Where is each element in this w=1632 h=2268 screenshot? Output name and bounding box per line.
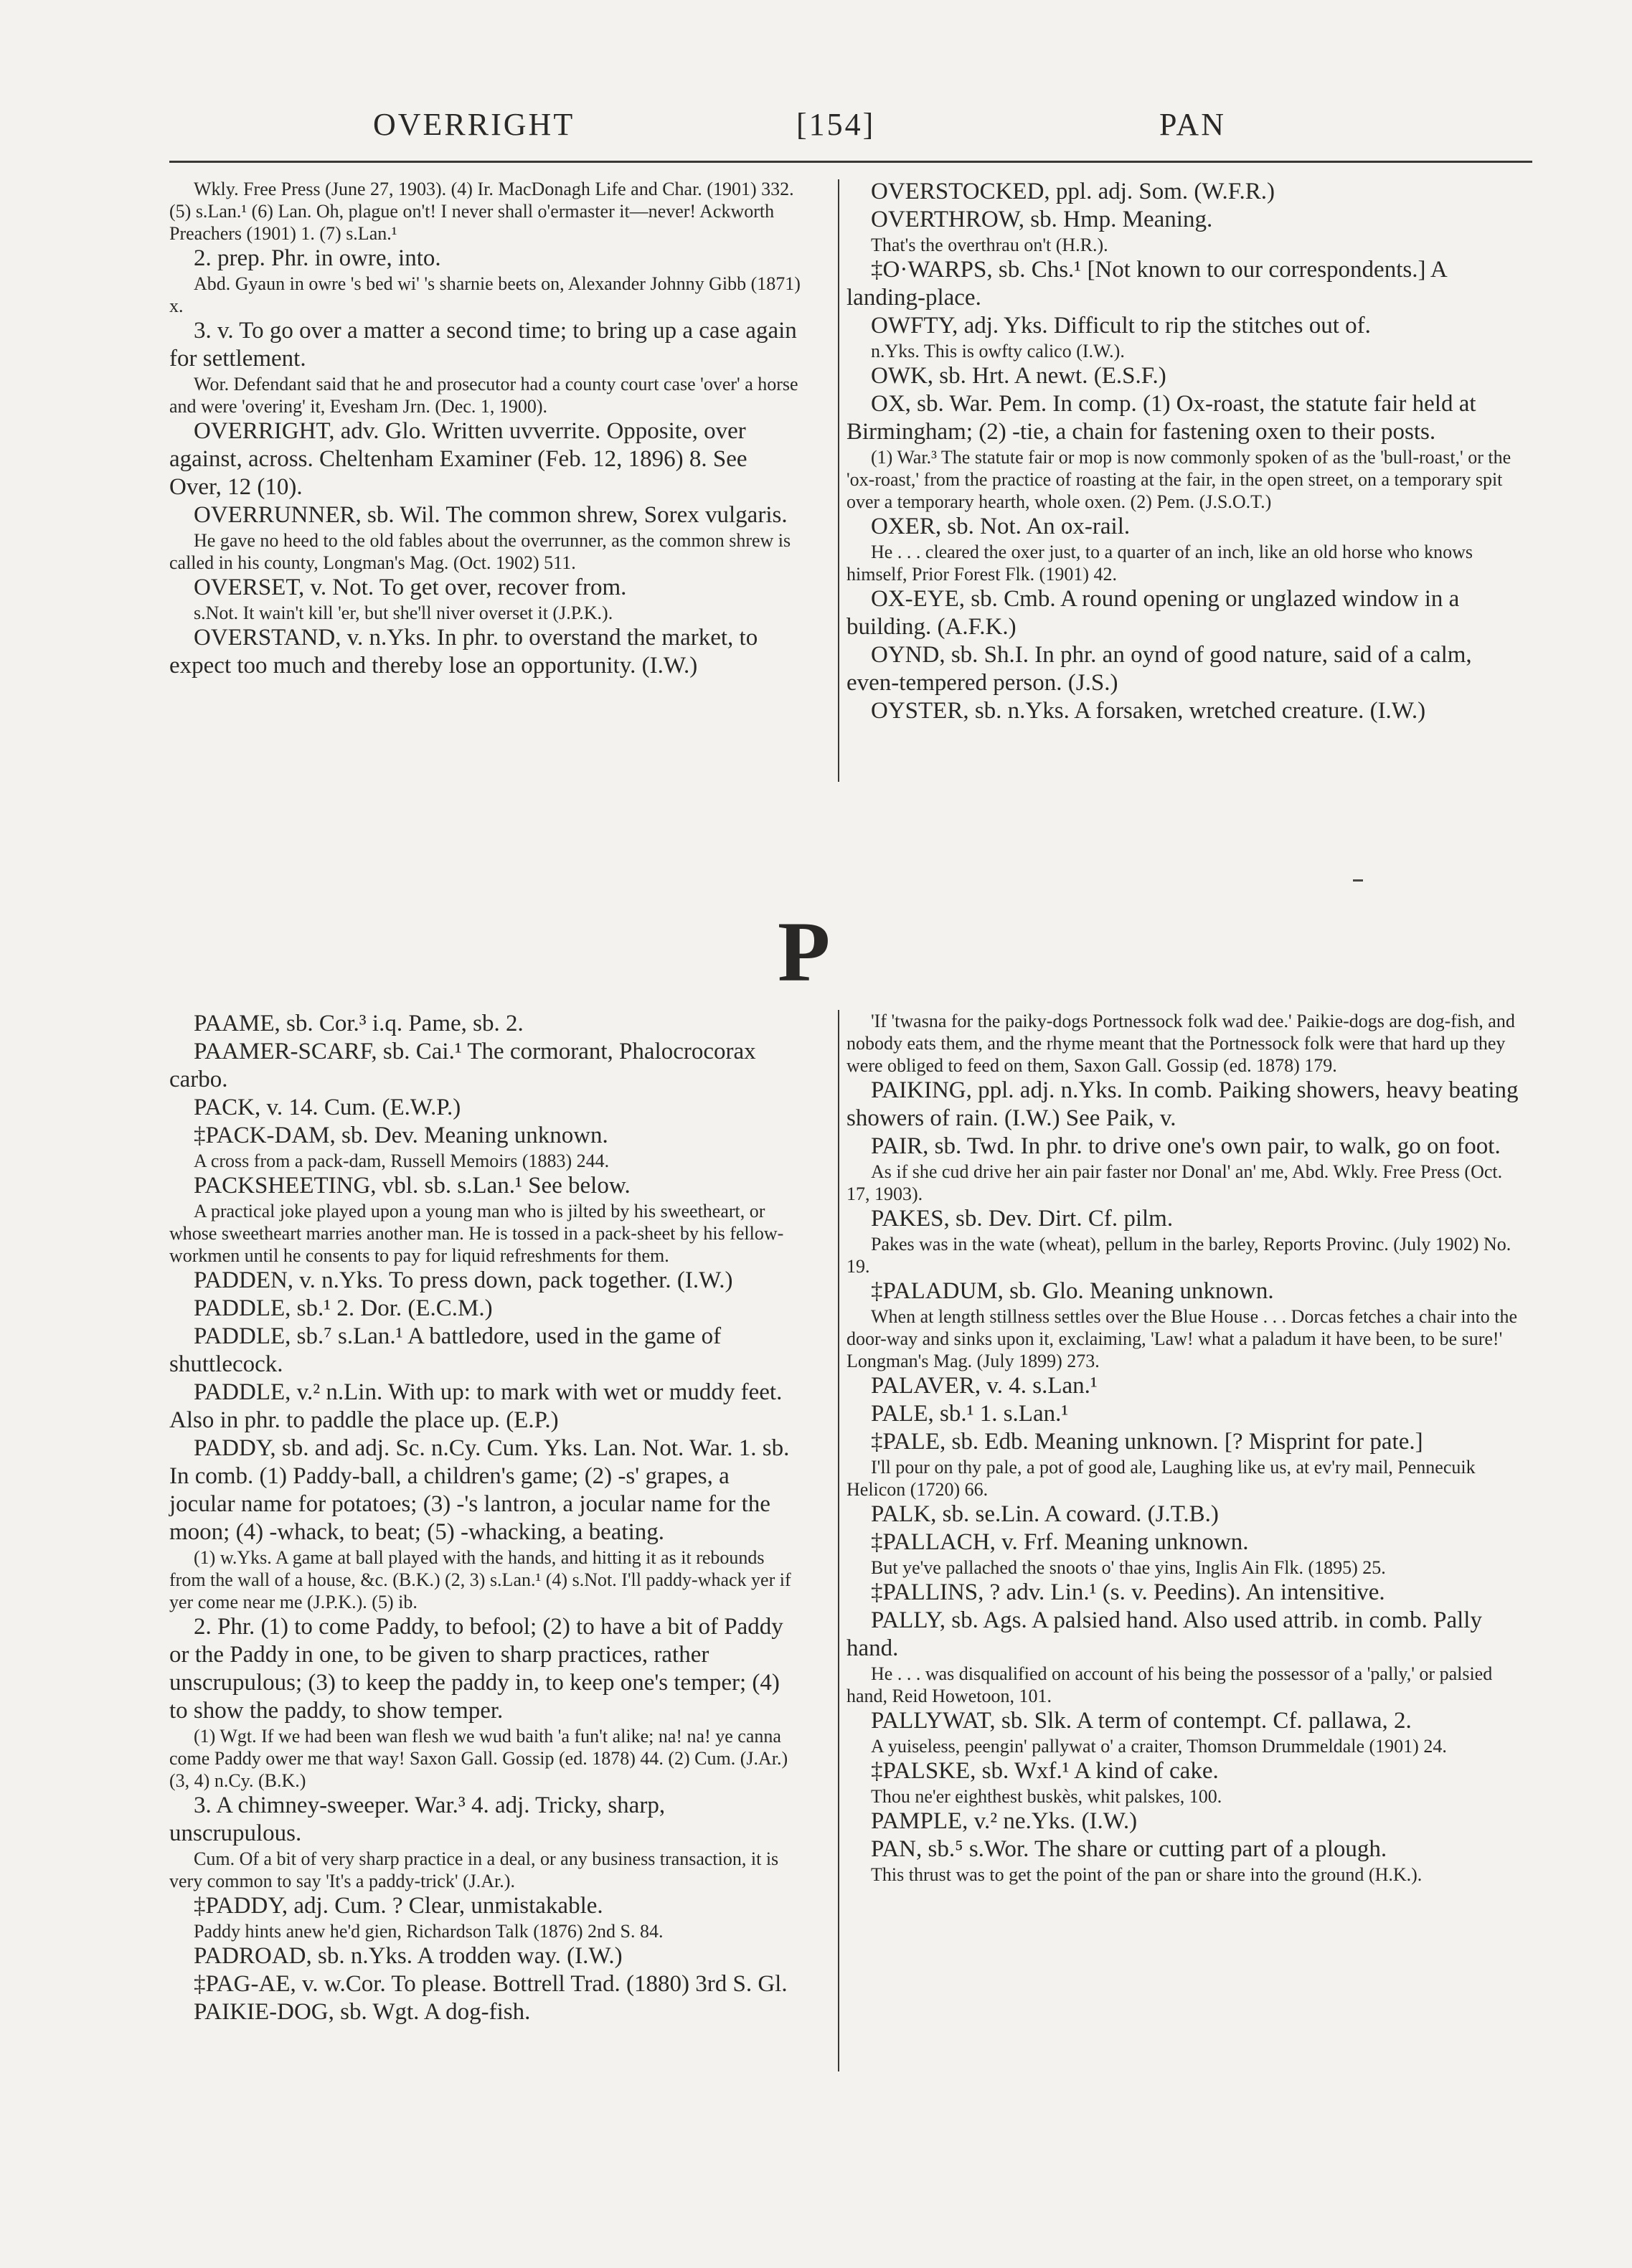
quotation: This thrust was to get the point of the pan or share into the ground (H.K.).	[871, 1864, 1423, 1885]
dictionary-entry: PAAME, sb. Cor.³ i.q. Pame, sb. 2.	[194, 1011, 524, 1036]
dictionary-entry: PALAVER, v. 4. s.Lan.¹	[871, 1373, 1098, 1399]
quotation: Cum. Of a bit of very sharp practice in a deal, or any business transaction, it is very common to say 'It's a paddy-trick' (J.Ar.).	[169, 1848, 779, 1891]
dictionary-entry: ‡PALSKE, sb. Wxf.¹ A kind of cake.	[871, 1758, 1219, 1784]
dictionary-entry: PAIKING, ppl. adj. n.Yks. In comb. Paiking showers, heavy beating showers of rain. (I.W.) See Paik, v.	[846, 1077, 1519, 1131]
dictionary-entry: PACK, v. 14. Cum. (E.W.P.)	[194, 1095, 461, 1120]
dictionary-entry: OWK, sb. Hrt. A newt. (E.S.F.)	[871, 363, 1166, 389]
column-divider-top	[838, 179, 839, 782]
header-left-word: OVERRIGHT	[373, 107, 575, 142]
dictionary-entry: PALE, sb.¹ 1. s.Lan.¹	[871, 1401, 1069, 1427]
dictionary-entry: 2. Phr. (1) to come Paddy, to befool; (2) to have a bit of Paddy or the Paddy in one, to be given to sharp practices, rather unscrupulous; (3) to keep the paddy in, to keep one's temper; (4) to show the paddy, to show temper.	[169, 1614, 783, 1724]
quotation: Paddy hints anew he'd gien, Richardson Talk (1876) 2nd S. 84.	[194, 1921, 664, 1942]
dictionary-entry: PAIR, sb. Twd. In phr. to drive one's own pair, to walk, go on foot.	[871, 1133, 1501, 1159]
quotation: Wkly. Free Press (June 27, 1903). (4) Ir. MacDonagh Life and Char. (1901) 332. (5) s.Lan.¹ (6) Lan. Oh, plague on't! I never shall o'ermaster it—never! Ackworth Preachers (1901) 1. (7) s.Lan.¹	[169, 179, 794, 244]
dictionary-entry: ‡PALLACH, v. Frf. Meaning unknown.	[871, 1529, 1249, 1555]
dictionary-entry: PADDLE, sb.¹ 2. Dor. (E.C.M.)	[194, 1295, 493, 1321]
dictionary-entry: ‡PAG-AE, v. w.Cor. To please. Bottrell Trad. (1880) 3rd S. Gl.	[194, 1971, 788, 1997]
quotation: A yuiseless, peengin' pallywat o' a craiter, Thomson Drummeldale (1901) 24.	[871, 1736, 1447, 1757]
dictionary-entry: OVERTHROW, sb. Hmp. Meaning.	[871, 207, 1213, 232]
quotation: Thou ne'er eighthest buskès, whit palskes, 100.	[871, 1786, 1222, 1807]
quotation: 'If 'twasna for the paiky-dogs Portnessock folk wad dee.' Paikie-dogs are dog-fish, and nobody eats them, and the rhyme meant that the Portnessock folk were that hard up they were obliged to feed on them, Saxon Gall. Gossip (ed. 1878) 179.	[846, 1011, 1515, 1076]
dictionary-entry: ‡PALADUM, sb. Glo. Meaning unknown.	[871, 1278, 1274, 1304]
dictionary-entry: PAN, sb.⁵ s.Wor. The share or cutting part of a plough.	[871, 1836, 1387, 1862]
quotation: A cross from a pack-dam, Russell Memoirs (1883) 244.	[194, 1150, 610, 1171]
dictionary-entry: PAIKIE-DOG, sb. Wgt. A dog-fish.	[194, 1999, 531, 2025]
column-top-left	[169, 178, 801, 680]
quotation: Pakes was in the wate (wheat), pellum in the barley, Reports Provinc. (July 1902) No. 19.	[846, 1234, 1511, 1277]
dictionary-entry: PAAMER-SCARF, sb. Cai.¹ The cormorant, Phalocrocorax carbo.	[169, 1039, 756, 1092]
dictionary-entry: OVERRIGHT, adv. Glo. Written uvverrite. Opposite, over against, across. Cheltenham Examiner (Feb. 12, 1896) 8. See Over, 12 (10).	[169, 418, 747, 500]
quotation: That's the overthrau on't (H.R.).	[871, 235, 1108, 255]
dictionary-entry: PAMPLE, v.² ne.Yks. (I.W.)	[871, 1808, 1138, 1834]
column-divider-bottom	[838, 1010, 839, 2071]
dictionary-entry: PALK, sb. se.Lin. A coward. (J.T.B.)	[871, 1501, 1219, 1527]
dictionary-entry: PACKSHEETING, vbl. sb. s.Lan.¹ See below.	[194, 1173, 631, 1199]
dictionary-entry: PADDY, sb. and adj. Sc. n.Cy. Cum. Yks. Lan. Not. War. 1. sb. In comb. (1) Paddy-ball, a children's game; (2) -s' grapes, a jocular name for potatoes; (3) -'s lantron, a jocular name for the moon; (4) -whack, to beat; (5) -whacking, a beating.	[169, 1435, 790, 1545]
dictionary-entry: PALLY, sb. Ags. A palsied hand. Also used attrib. in comb. Pally hand.	[846, 1607, 1482, 1661]
section-letter: P	[778, 904, 831, 999]
dictionary-entry: PADDEN, v. n.Yks. To press down, pack together. (I.W.)	[194, 1267, 733, 1293]
quotation: But ye've pallached the snoots o' thae yins, Inglis Ain Flk. (1895) 25.	[871, 1557, 1386, 1578]
quotation: I'll pour on thy pale, a pot of good ale, Laughing like us, at ev'ry mail, Pennecuik Helicon (1720) 66.	[846, 1457, 1476, 1500]
dictionary-entry: PALLYWAT, sb. Slk. A term of contempt. Cf. pallawa, 2.	[871, 1708, 1412, 1734]
dictionary-entry: 3. A chimney-sweeper. War.³ 4. adj. Tricky, sharp, unscrupulous.	[169, 1792, 666, 1846]
quotation: As if she cud drive her ain pair faster nor Donal' an' me, Abd. Wkly. Free Press (Oct. 17, 1903).	[846, 1161, 1503, 1204]
dictionary-entry: PADROAD, sb. n.Yks. A trodden way. (I.W.)	[194, 1943, 623, 1969]
dictionary-entry: OVERSTAND, v. n.Yks. In phr. to overstand the market, to expect too much and thereby lose an opportunity. (I.W.)	[169, 625, 758, 679]
stray-mark	[1353, 879, 1363, 882]
dictionary-entry: OWFTY, adj. Yks. Difficult to rip the stitches out of.	[871, 313, 1371, 339]
quotation: Wor. Defendant said that he and prosecutor had a county court case 'over' a horse and were 'overing' it, Evesham Jrn. (Dec. 1, 1900).	[169, 374, 798, 417]
quotation: n.Yks. This is owfty calico (I.W.).	[871, 341, 1125, 362]
quotation: A practical joke played upon a young man who is jilted by his sweetheart, or whose sweetheart marries another man. He is tossed in a pack-sheet by his fellow-workmen until he consents to pay for liquid refreshments for them.	[169, 1201, 784, 1266]
dictionary-entry: OYSTER, sb. n.Yks. A forsaken, wretched creature. (I.W.)	[871, 698, 1426, 724]
quotation: (1) War.³ The statute fair or mop is now commonly spoken of as the 'bull-roast,' or the 'ox-roast,' from the practice of roasting at the fair, in the open street, on a temporary spit over a temporary hearth, whole oxen. (2) Pem. (J.S.O.T.)	[846, 447, 1511, 512]
dictionary-entry: ‡O·WARPS, sb. Chs.¹ [Not known to our correspondents.] A landing-place.	[846, 257, 1446, 311]
dictionary-entry: PAKES, sb. Dev. Dirt. Cf. pilm.	[871, 1206, 1174, 1232]
quotation: When at length stillness settles over the Blue House . . . Dorcas fetches a chair into the door-way and sinks upon it, exclaiming, 'Law! what a paladum it have been, to be sure!' Longman's Mag. (July 1899) 273.	[846, 1306, 1518, 1371]
dictionary-entry: ‡PACK-DAM, sb. Dev. Meaning unknown.	[194, 1123, 608, 1148]
dictionary-entry: OX, sb. War. Pem. In comp. (1) Ox-roast, the statute fair held at Birmingham; (2) -tie, a chain for fastening oxen to their posts.	[846, 391, 1476, 445]
dictionary-entry: OVERSTOCKED, ppl. adj. Som. (W.F.R.)	[871, 179, 1275, 204]
quotation: He gave no heed to the old fables about the overrunner, as the common shrew is called in his county, Longman's Mag. (Oct. 1902) 511.	[169, 530, 791, 573]
dictionary-entry: OXER, sb. Not. An ox-rail.	[871, 514, 1131, 539]
quotation: (1) Wgt. If we had been wan flesh we wud baith 'a fun't alike; na! na! ye canna come Paddy ower me that way! Saxon Gall. Gossip (ed. 1878) 44. (2) Cum. (J.Ar.) (3, 4) n.Cy. (B.K.)	[169, 1726, 788, 1791]
quotation: (1) w.Yks. A game at ball played with the hands, and hitting it as it rebounds from the wall of a house, &c. (B.K.) (2, 3) s.Lan.¹ (4) s.Not. I'll paddy-whack yer if yer come near me (J.P.K.). (5) ib.	[169, 1547, 791, 1612]
dictionary-entry: OYND, sb. Sh.I. In phr. an oynd of good nature, said of a calm, even-tempered person. (J.S.)	[846, 642, 1472, 696]
column-bottom-right	[846, 1010, 1528, 1886]
dictionary-entry: 3. v. To go over a matter a second time; to bring up a case again for settlement.	[169, 318, 797, 372]
header-right-word: PAN	[1159, 107, 1226, 142]
dictionary-entry: PADDLE, sb.⁷ s.Lan.¹ A battledore, used in the game of shuttlecock.	[169, 1323, 722, 1377]
quotation: Abd. Gyaun in owre 's bed wi' 's sharnie beets on, Alexander Johnny Gibb (1871) x.	[169, 273, 801, 316]
dictionary-entry: PADDLE, v.² n.Lin. With up: to mark with wet or muddy feet. Also in phr. to paddle the place up. (E.P.)	[169, 1379, 783, 1433]
column-bottom-left	[169, 1010, 801, 2026]
dictionary-entry: ‡PADDY, adj. Cum. ? Clear, unmistakable.	[194, 1893, 603, 1919]
column-top-right	[846, 178, 1528, 725]
quotation: He . . . was disqualified on account of his being the possessor of a 'pally,' or palsied hand, Reid Howetoon, 101.	[846, 1663, 1493, 1706]
dictionary-entry: OVERSET, v. Not. To get over, recover from.	[194, 575, 627, 600]
quotation: s.Not. It wain't kill 'er, but she'll niver overset it (J.P.K.).	[194, 603, 613, 623]
dictionary-entry: ‡PALLINS, ? adv. Lin.¹ (s. v. Peedins). An intensitive.	[871, 1579, 1385, 1605]
header-rule	[169, 161, 1532, 163]
quotation: He . . . cleared the oxer just, to a quarter of an inch, like an old horse who knows himself, Prior Forest Flk. (1901) 42.	[846, 542, 1473, 585]
dictionary-entry: ‡PALE, sb. Edb. Meaning unknown. [? Misprint for pate.]	[871, 1429, 1423, 1455]
page-number: [154]	[796, 107, 876, 142]
dictionary-entry: 2. prep. Phr. in owre, into.	[194, 245, 441, 271]
dictionary-entry: OX-EYE, sb. Cmb. A round opening or unglazed window in a building. (A.F.K.)	[846, 586, 1460, 640]
dictionary-entry: OVERRUNNER, sb. Wil. The common shrew, Sorex vulgaris.	[194, 502, 788, 528]
